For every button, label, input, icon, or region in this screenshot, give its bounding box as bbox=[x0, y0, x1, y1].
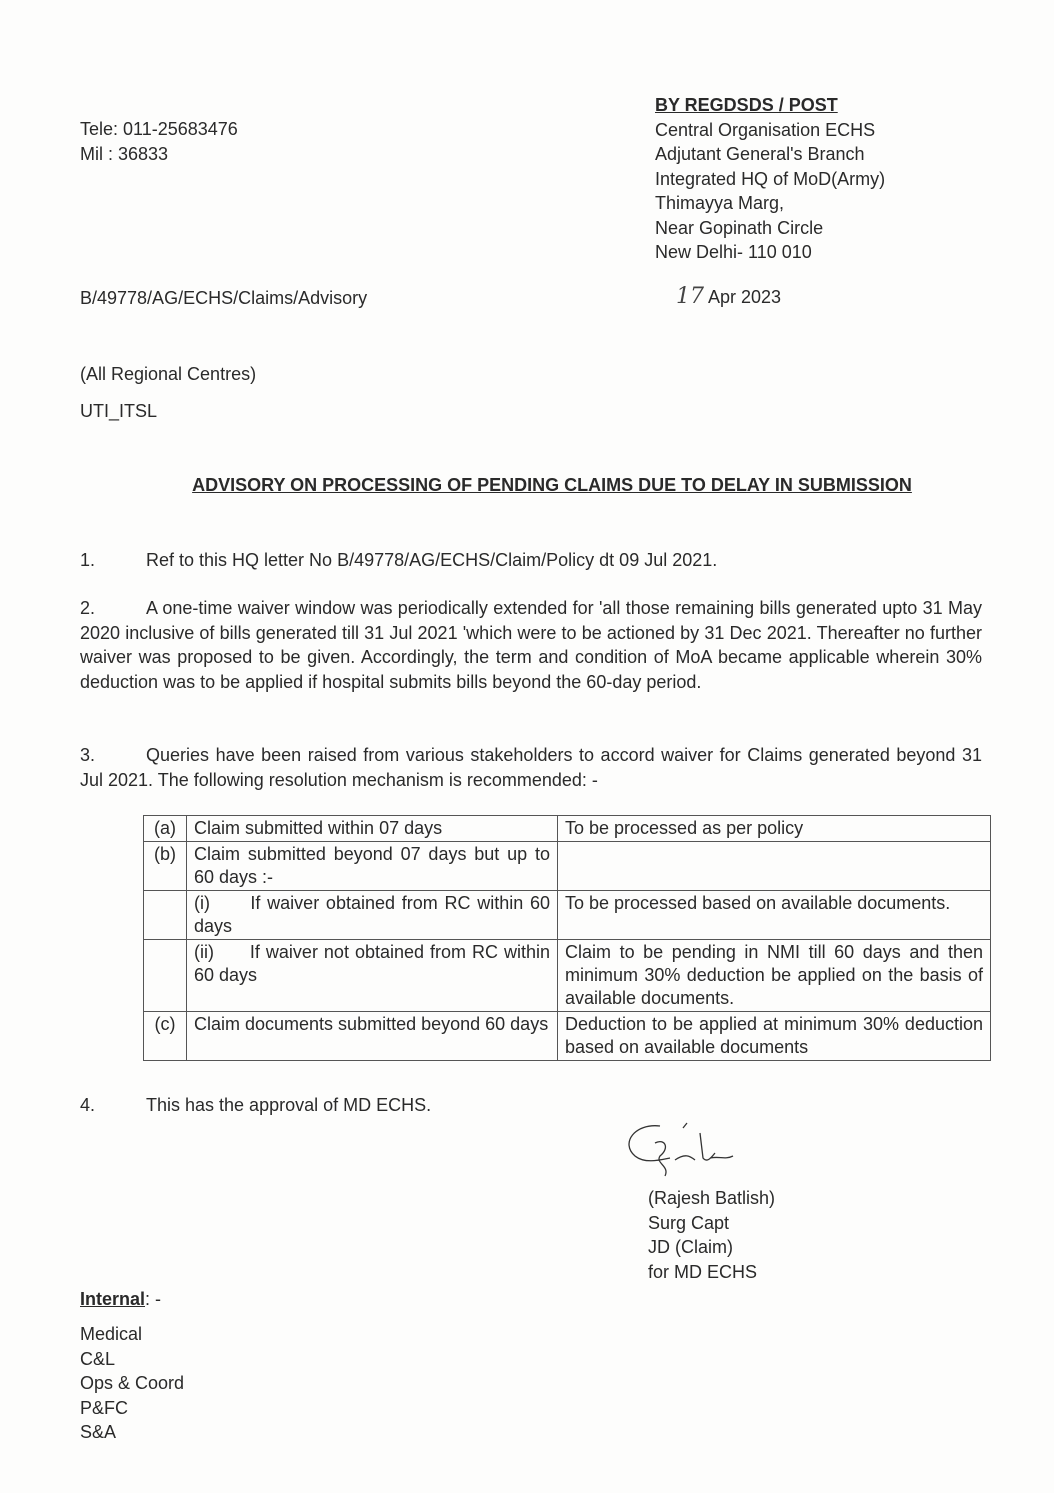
para-number: 4. bbox=[80, 1095, 96, 1115]
internal-item: S&A bbox=[80, 1422, 117, 1442]
table-row bbox=[144, 891, 991, 940]
addressee: UTI_ITSL bbox=[80, 401, 158, 421]
para-text: A one-time waiver window was periodically extended for 'all those remaining bills generated upto 31 May 2020 inclusive of bills generated till 31 Jul 2021 'which were to be actioned by 31 Dec 2021. Thereafter no further waiver was proposed to be given. Accordingly, the term and condition of MoA became applicable wherein 30% deduction was to be applied if hospital submits bills beyond the 60-day period. bbox=[80, 598, 982, 692]
date-month-year: Apr 2023 bbox=[708, 287, 782, 307]
paragraph-1 bbox=[80, 548, 982, 573]
internal-item: Ops & Coord bbox=[80, 1373, 185, 1393]
row-id: (a) bbox=[144, 816, 187, 842]
internal-label: Internal bbox=[80, 1289, 146, 1309]
para-number: 3. bbox=[80, 745, 96, 765]
table-row bbox=[144, 1012, 991, 1061]
signature bbox=[615, 1118, 745, 1183]
condition-cell: Claim documents submitted beyond 60 days bbox=[187, 1012, 558, 1061]
internal-item: Medical bbox=[80, 1324, 143, 1344]
reference-number: B/49778/AG/ECHS/Claims/Advisory bbox=[80, 288, 368, 308]
signatory-name: (Rajesh Batlish) bbox=[648, 1188, 776, 1208]
address-line: Adjutant General's Branch bbox=[655, 144, 865, 164]
internal-item: P&FC bbox=[80, 1397, 129, 1418]
para-text: Ref to this HQ letter No B/49778/AG/ECHS/Claim/Policy dt 09 Jul 2021. bbox=[146, 550, 718, 570]
signatory-rank: Surg Capt bbox=[648, 1212, 730, 1233]
date bbox=[676, 284, 781, 309]
action-cell: To be processed based on available documents. bbox=[558, 891, 991, 940]
internal-item: C&L bbox=[80, 1348, 116, 1369]
condition-cell: (ii) If waiver not obtained from RC within 60 days bbox=[187, 940, 558, 1012]
paragraph-2 bbox=[80, 596, 982, 694]
signatory-block bbox=[648, 1186, 775, 1284]
para-number: 2. bbox=[80, 598, 96, 618]
condition-cell: (i) If waiver obtained from RC within 60 days bbox=[187, 891, 558, 940]
action-cell: To be processed as per policy bbox=[558, 816, 991, 842]
row-id: (b) bbox=[144, 842, 187, 891]
table-row bbox=[144, 940, 991, 1012]
tele-number: Tele: 011-25683476 bbox=[80, 119, 238, 139]
row-id: (c) bbox=[144, 1012, 187, 1061]
para-text: Queries have been raised from various stakeholders to accord waiver for Claims generated beyond 31 Jul 2021. The following resolution mechanism is recommended: - bbox=[80, 745, 982, 790]
contact-block bbox=[80, 117, 238, 166]
dispatch-mode: BY REGDSDS / POST bbox=[655, 95, 838, 115]
condition-cell: Claim submitted within 07 days bbox=[187, 816, 558, 842]
internal-heading bbox=[80, 1289, 161, 1310]
internal-suffix: : - bbox=[145, 1289, 162, 1309]
paragraph-4 bbox=[80, 1093, 982, 1118]
table-row bbox=[144, 842, 991, 891]
address-line: Thimayya Marg, bbox=[655, 193, 785, 213]
row-id bbox=[144, 891, 187, 940]
addressee: (All Regional Centres) bbox=[80, 364, 257, 384]
action-cell: Claim to be pending in NMI till 60 days and then minimum 30% deduction be applied on the basis of available documents. bbox=[558, 940, 991, 1012]
letter-title: ADVISORY ON PROCESSING OF PENDING CLAIMS DUE TO DELAY IN SUBMISSION bbox=[192, 475, 912, 495]
action-cell bbox=[558, 842, 991, 891]
row-id bbox=[144, 940, 187, 1012]
handwritten-day: 17 bbox=[676, 284, 704, 309]
address-line: Near Gopinath Circle bbox=[655, 217, 824, 238]
signatory-for: for MD ECHS bbox=[648, 1261, 758, 1282]
internal-list bbox=[80, 1322, 184, 1445]
address-line: New Delhi- 110 010 bbox=[655, 242, 812, 262]
resolution-table bbox=[143, 815, 991, 1061]
table-row bbox=[144, 816, 991, 842]
address-block bbox=[655, 93, 885, 265]
signatory-designation: JD (Claim) bbox=[648, 1237, 733, 1257]
condition-cell: Claim submitted beyond 07 days but up to 60 days :- bbox=[187, 842, 558, 891]
para-text: This has the approval of MD ECHS. bbox=[146, 1095, 432, 1115]
mil-number: Mil : 36833 bbox=[80, 143, 169, 164]
address-line: Central Organisation ECHS bbox=[655, 119, 876, 140]
address-line: Integrated HQ of MoD(Army) bbox=[655, 168, 886, 189]
action-cell: Deduction to be applied at minimum 30% deduction based on available documents bbox=[558, 1012, 991, 1061]
paragraph-3 bbox=[80, 743, 982, 792]
para-number: 1. bbox=[80, 550, 96, 570]
